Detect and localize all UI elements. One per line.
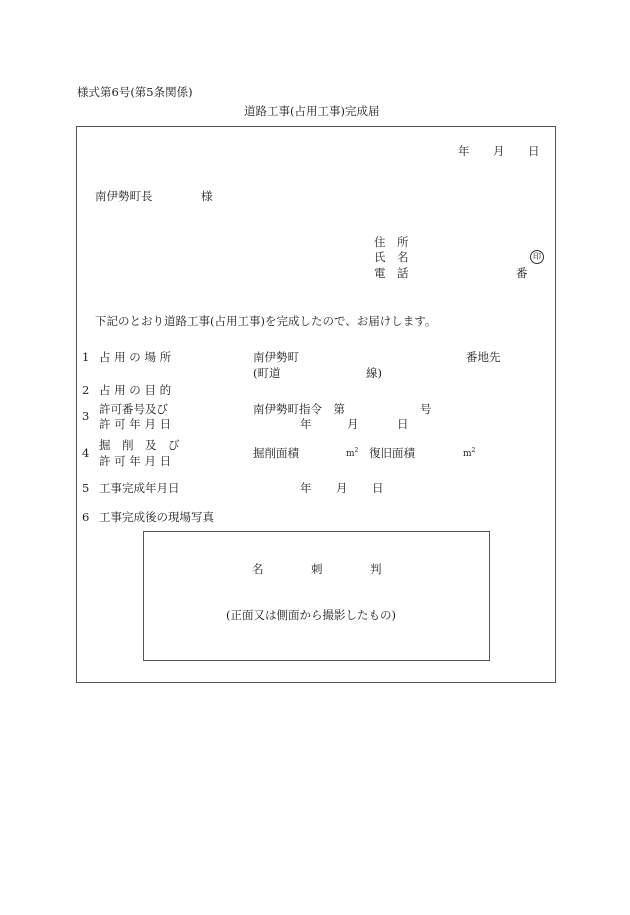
item-3-number-suffix: 号 xyxy=(420,402,432,416)
item-5-year: 年 xyxy=(300,481,312,495)
item-4-number: 4 xyxy=(82,446,90,460)
photo-note: (正面又は側面から撮影したもの) xyxy=(226,608,396,622)
item-5-month: 月 xyxy=(336,481,348,495)
business-card-char-3: 判 xyxy=(370,562,382,576)
item-3-label-1: 許可番号及び xyxy=(99,402,168,416)
item-1-label: 占 用 の 場 所 xyxy=(99,350,172,364)
date-year: 年 xyxy=(458,144,470,158)
item-2-label: 占 用 の 目 的 xyxy=(99,383,172,397)
item-2-number: 2 xyxy=(82,383,90,397)
seal-mark: 印 xyxy=(530,250,544,264)
business-card-char-2: 刺 xyxy=(311,562,323,576)
item-4-restoration-area: 復旧面積 xyxy=(369,446,415,460)
item-3-label-2: 許 可 年 月 日 xyxy=(99,417,172,431)
item-3-month: 月 xyxy=(347,417,359,431)
item-1-line: 線) xyxy=(366,366,382,380)
business-card-char-1: 名 xyxy=(252,562,264,576)
item-1-town: 南伊勢町 xyxy=(253,350,299,364)
date-month: 月 xyxy=(493,144,505,158)
intro-text: 下記のとおり道路工事(占用工事)を完成したので、お届けします。 xyxy=(95,314,437,328)
photo-frame xyxy=(143,531,490,661)
item-5-day: 日 xyxy=(372,481,384,495)
address-label: 住 所 xyxy=(374,235,409,249)
addressee-name: 南伊勢町長 xyxy=(95,189,153,203)
date-day: 日 xyxy=(528,144,540,158)
item-4-excavation-area: 掘削面積 xyxy=(253,446,299,460)
item-3-day: 日 xyxy=(397,417,409,431)
name-label: 氏 名 xyxy=(374,250,409,264)
item-3-number: 3 xyxy=(82,409,90,423)
item-3-year: 年 xyxy=(300,417,312,431)
phone-suffix: 番 xyxy=(516,266,528,280)
item-4-unit-1: $m^2$ xyxy=(346,447,359,459)
item-4-label-2: 許 可 年 月 日 xyxy=(99,454,172,468)
item-4-label-1: 掘 削 及 び xyxy=(99,438,180,452)
item-1-lot: 番地先 xyxy=(466,350,501,364)
form-number: 様式第6号(第5条関係) xyxy=(77,85,193,99)
item-1-number: 1 xyxy=(82,350,90,364)
item-6-number: 6 xyxy=(82,510,90,524)
form-title: 道路工事(占用工事)完成届 xyxy=(244,104,380,118)
addressee-honorific: 様 xyxy=(201,189,213,203)
item-4-unit-2: $m^2$ xyxy=(463,447,476,459)
item-1-road: (町道 xyxy=(253,366,281,380)
item-3-directive: 南伊勢町指令 第 xyxy=(253,402,345,416)
phone-label: 電 話 xyxy=(374,266,409,280)
item-5-number: 5 xyxy=(82,481,90,495)
item-6-label: 工事完成後の現場写真 xyxy=(99,510,214,524)
item-5-label: 工事完成年月日 xyxy=(99,481,180,495)
